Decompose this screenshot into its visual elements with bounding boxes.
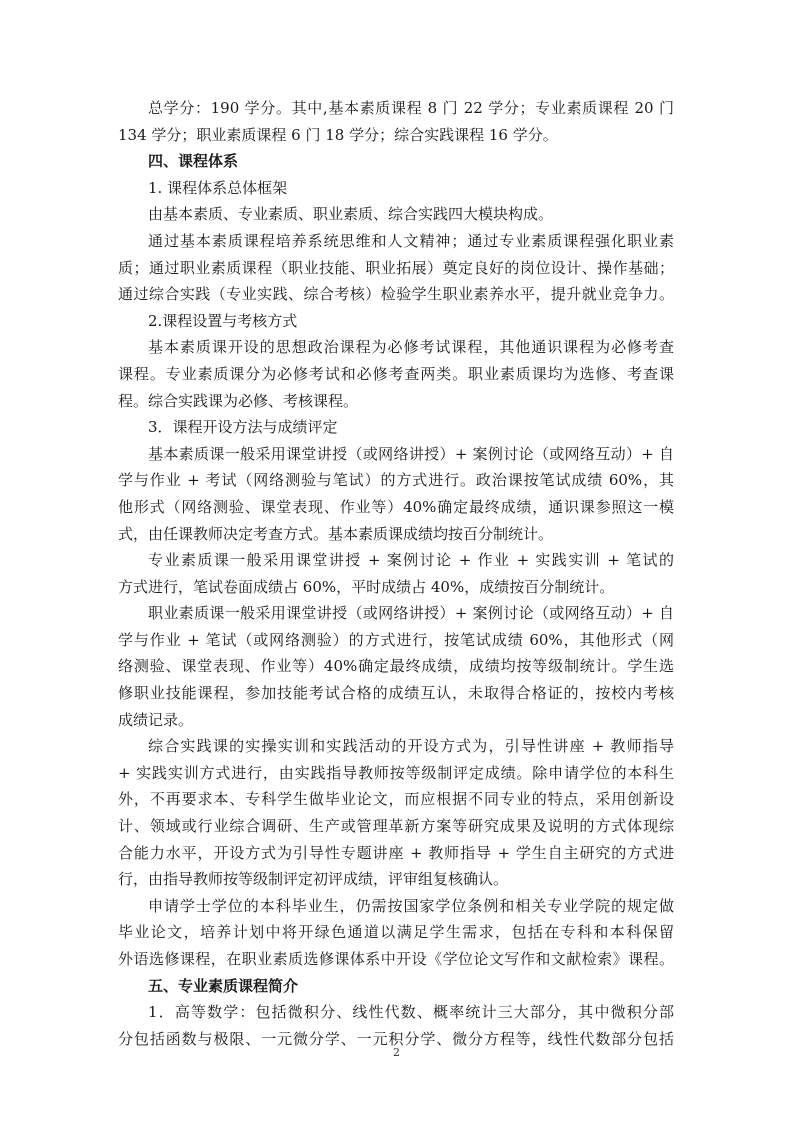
text-line: 申请学士学位的本科毕业生，仍需按国家学位条例和相关专业学院的规定做 (148, 896, 674, 915)
text-line: 质；通过职业素质课程（职业技能、职业拓展）奠定良好的岗位设计、操作基础； (118, 258, 674, 277)
text-line: 134 学分；职业素质课程 6 门 18 学分；综合实践课程 16 学分。 (118, 125, 558, 144)
text-line: 通过基本素质课程培养系统思维和人文精神；通过专业素质课程强化职业素 (148, 231, 674, 250)
text-line: 外，不再要求本、专科学生做毕业论文，而应根据不同专业的特点，采用创新设 (118, 790, 674, 809)
page-number: 2 (393, 1046, 400, 1059)
text-line: 总学分：190 学分。其中,基本素质课程 8 门 22 学分；专业素质课程 20 门 (148, 99, 674, 117)
text-line: 1. 课程体系总体框架 (148, 178, 288, 197)
text-line: 职业素质课一般采用课堂讲授（或网络讲授）+ 案例讨论（或网络互动）+ 自 (148, 604, 674, 623)
text-line: 专业素质课一般采用课堂讲授 + 案例讨论 + 作业 + 实践实训 + 笔试的 (148, 551, 674, 570)
text-line: 毕业论文，培养计划中将开绿色通道以满足学生需求，包括在专科和本科保留 (118, 923, 674, 942)
document-body (118, 95, 674, 1052)
text-line: 课程。专业素质课分为必修考试和必修考查两类。职业素质课均为选修、考查课 (118, 364, 674, 383)
text-line: 通过综合实践（专业实践、综合考核）检验学生职业素养水平，提升就业竞争力。 (118, 285, 674, 304)
section-heading: 五、专业素质课程简介 (148, 976, 299, 995)
text-line: 成绩记录。 (118, 710, 194, 729)
text-line: 基本素质课开设的思想政治课程为必修考试课程，其他通识课程为必修考查 (148, 338, 674, 357)
text-line: 行，由指导教师按等级制评定初评成绩，评审组复核确认。 (118, 870, 509, 889)
text-line: 3．课程开设方法与成绩评定 (148, 418, 338, 437)
text-line: 他形式（网络测验、课堂表现、作业等）40%确定最终成绩，通识课参照这一模 (118, 497, 674, 516)
text-line: + 实践实训方式进行，由实践指导教师按等级制评定成绩。除申请学位的本科生 (118, 763, 674, 782)
text-line: 络测验、课堂表现、作业等）40%确定最终成绩，成绩均按等级制统计。学生选 (118, 657, 674, 676)
text-line: 程。综合实践课为必修、考核课程。 (118, 391, 359, 410)
text-line: 合能力水平，开设方式为引导性专题讲座 + 教师指导 + 学生自主研究的方式进 (118, 843, 674, 862)
text-line: 综合实践课的实操实训和实践活动的开设方式为，引导性讲座 + 教师指导 (148, 737, 674, 756)
text-line: 方式进行，笔试卷面成绩占 60%，平时成绩占 40%，成绩按百分制统计。 (118, 577, 615, 596)
text-line: 1．高等数学：包括微积分、线性代数、概率统计三大部分，其中微积分部 (148, 1003, 674, 1022)
text-line: 分包括函数与极限、一元微分学、一元积分学、微分方程等，线性代数部分包括 (118, 1029, 674, 1048)
text-line: 外语选修课程，在职业素质选修课体系中开设《学位论文写作和文献检索》课程。 (118, 950, 674, 968)
text-line: 2.课程设置与考核方式 (148, 311, 298, 330)
text-line: 由基本素质、专业素质、职业素质、综合实践四大模块构成。 (148, 205, 554, 224)
text-line: 计、领域或行业综合调研、生产或管理革新方案等研究成果及说明的方式体现综 (118, 817, 674, 836)
text-line: 式，由任课教师决定考查方式。基本素质课成绩均按百分制统计。 (118, 524, 554, 543)
text-line: 基本素质课一般采用课堂讲授（或网络讲授）+ 案例讨论（或网络互动）+ 自 (148, 444, 674, 463)
text-line: 学与作业 + 考试（网络测验与笔试）的方式进行。政治课按笔试成绩 60%，其 (118, 471, 674, 490)
text-line: 学与作业 + 笔试（或网络测验）的方式进行，按笔试成绩 60%，其他形式（网 (118, 630, 674, 649)
text-line: 修职业技能课程，参加技能考试合格的成绩互认，未取得合格证的，按校内考核 (118, 684, 674, 703)
section-heading: 四、课程体系 (148, 152, 239, 171)
